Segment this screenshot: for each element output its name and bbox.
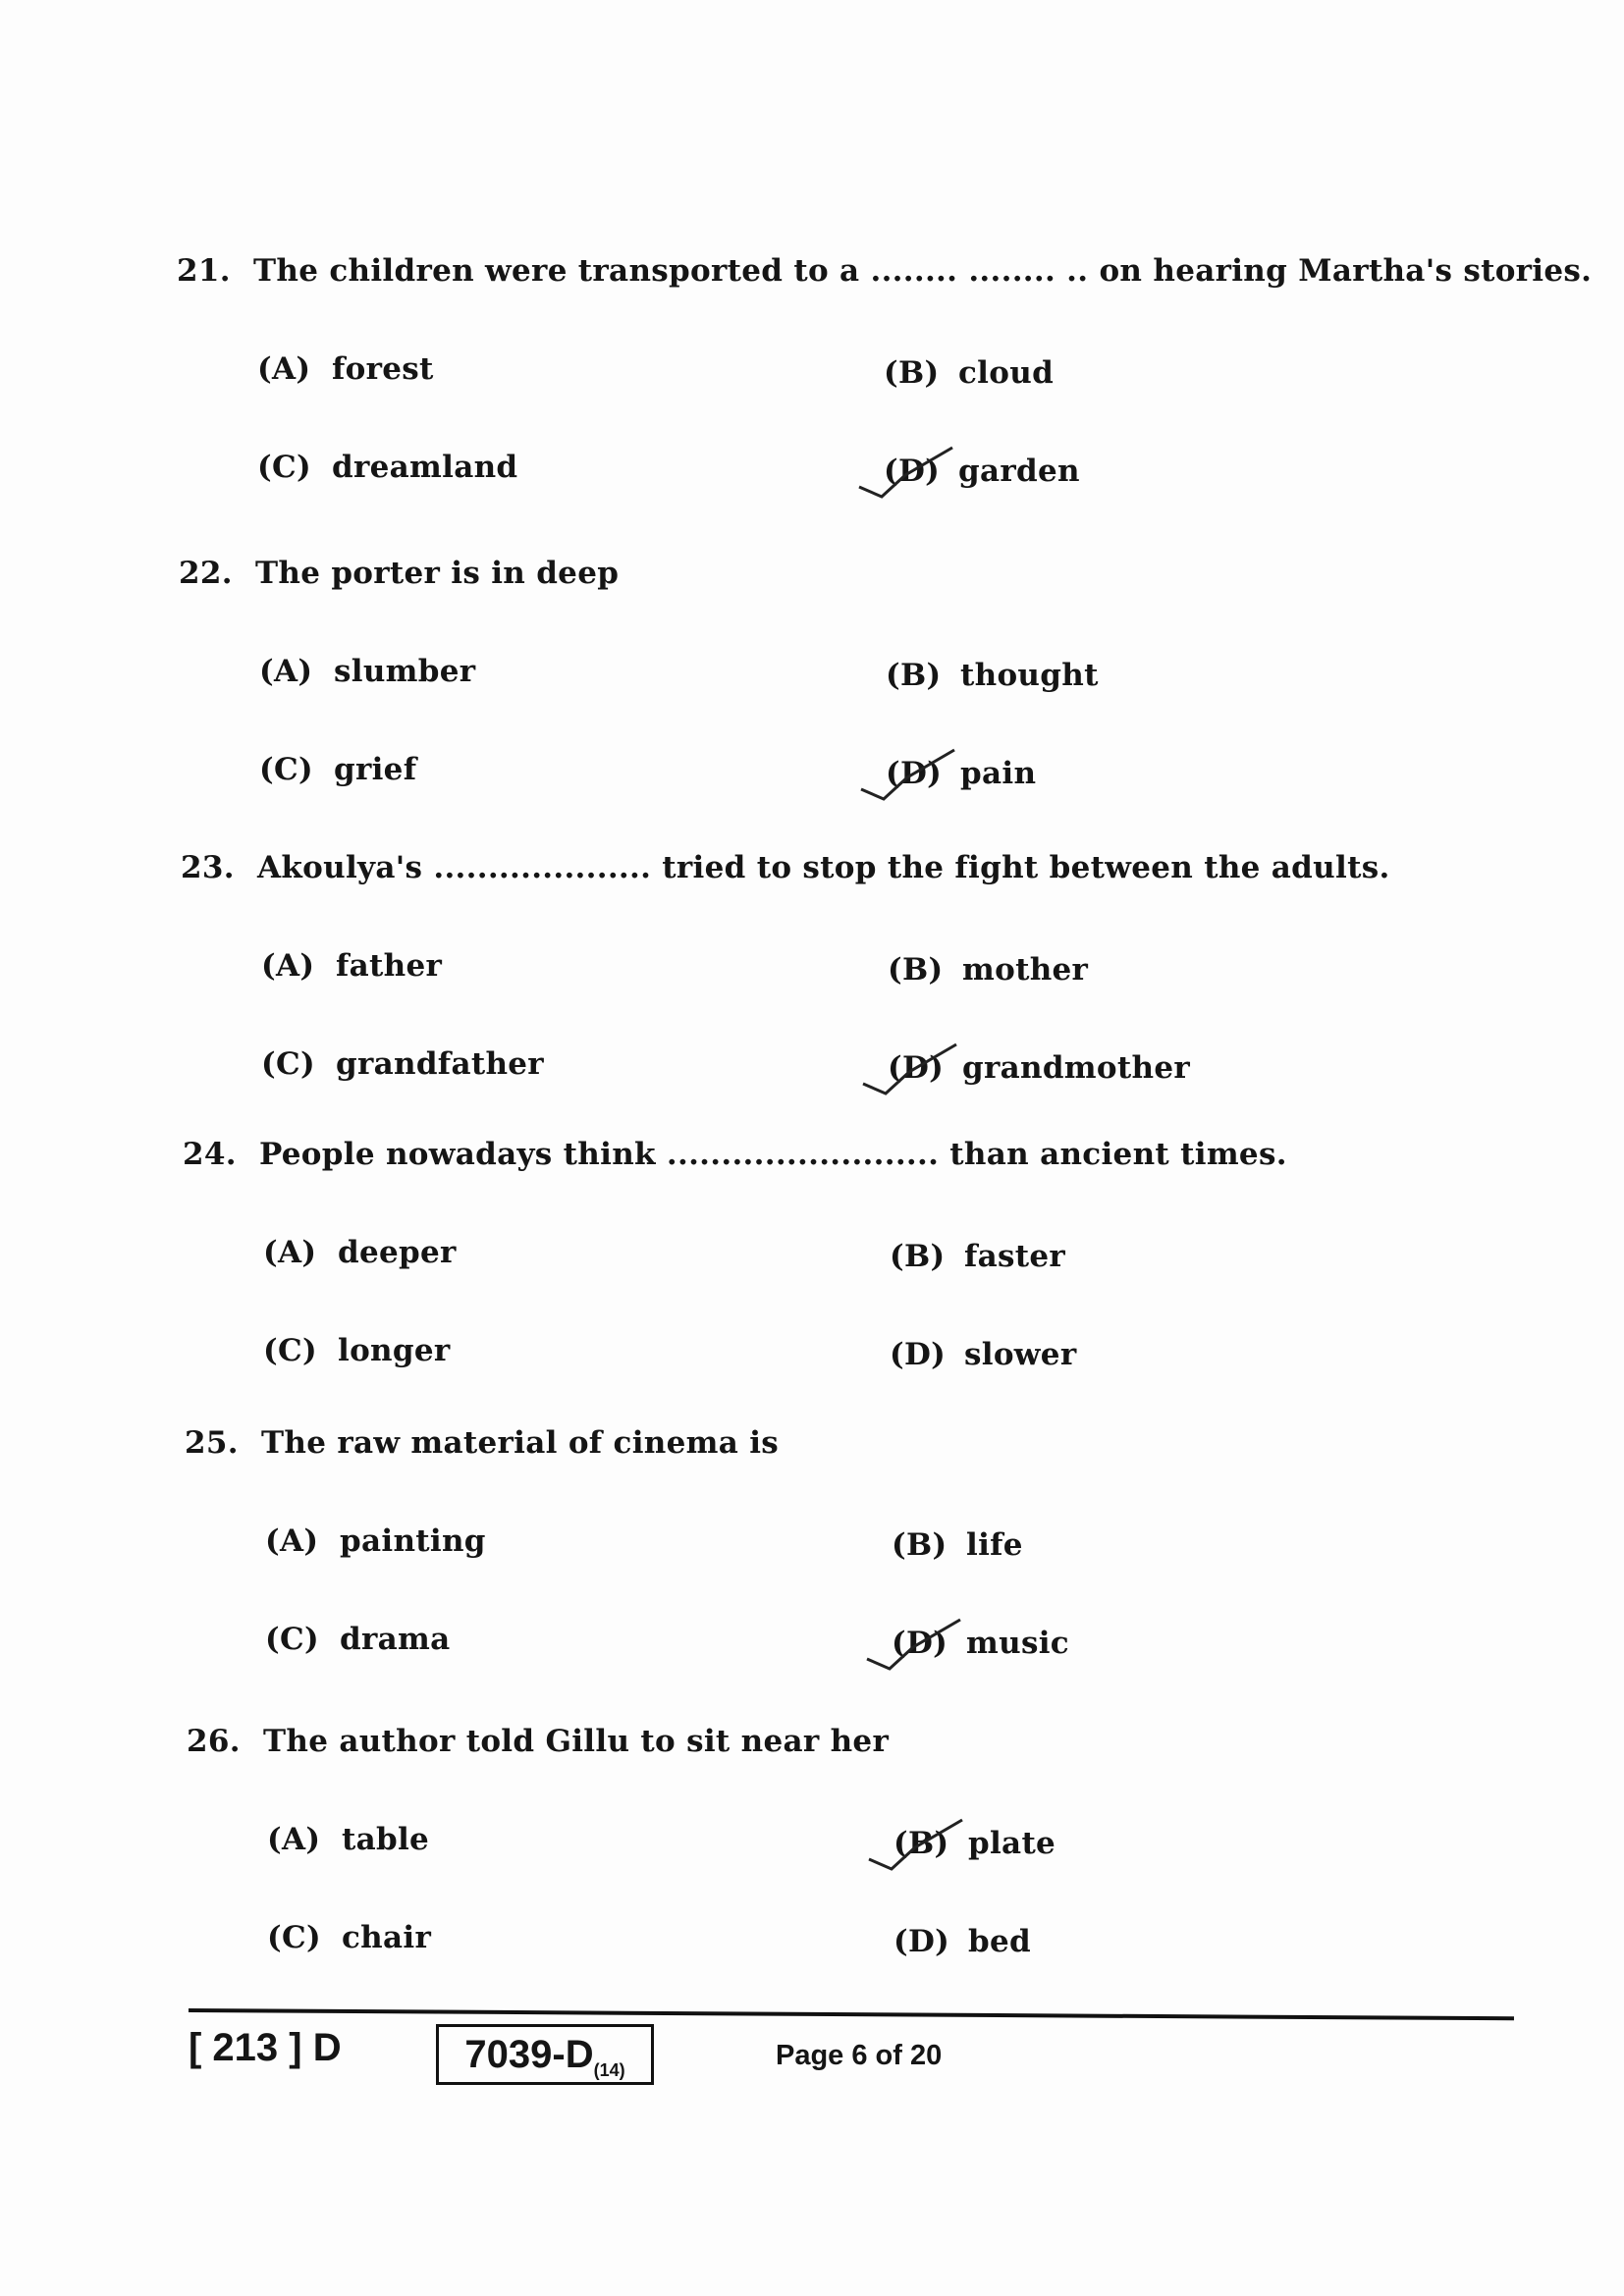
footer-rule bbox=[189, 2008, 1514, 2020]
check-mark-icon bbox=[856, 738, 1003, 807]
option-letter: (A) bbox=[261, 948, 315, 984]
question-number: 25. bbox=[185, 1425, 239, 1461]
option-letter: (A) bbox=[263, 1235, 317, 1270]
option-text: music bbox=[966, 1626, 1069, 1661]
question-text: The raw material of cinema is bbox=[261, 1425, 780, 1461]
page-number: Page 6 of 20 bbox=[776, 2040, 943, 2071]
option-letter: (A) bbox=[267, 1822, 321, 1857]
paper-code-sub: (14) bbox=[593, 2060, 625, 2080]
check-mark-icon bbox=[864, 1808, 1011, 1877]
option-letter: (B) bbox=[888, 952, 944, 988]
option-letter: (D) bbox=[892, 1626, 948, 1661]
paper-code: 7039-D bbox=[464, 2033, 594, 2076]
option-text: slumber bbox=[334, 654, 476, 689]
option-text: bed bbox=[968, 1924, 1031, 1959]
option-text: mother bbox=[962, 952, 1089, 988]
question-text: Akoulya's .................... tried to stop the fight between the adults. bbox=[257, 850, 1390, 885]
question-number: 24. bbox=[183, 1137, 237, 1172]
question-number: 23. bbox=[181, 850, 235, 885]
option-text: grandmother bbox=[962, 1050, 1191, 1086]
paper-id: [ 213 ] D bbox=[189, 2026, 342, 2069]
question-text: The children were transported to a ........ ........ .. on hearing Martha's stories. bbox=[253, 253, 1593, 289]
question-text: The porter is in deep bbox=[255, 556, 620, 591]
option-text: slower bbox=[964, 1337, 1077, 1372]
option-text: life bbox=[966, 1527, 1023, 1563]
option-letter: (B) bbox=[884, 355, 940, 391]
option-text: longer bbox=[338, 1333, 451, 1368]
option-letter: (D) bbox=[888, 1050, 945, 1086]
option-text: drama bbox=[340, 1622, 451, 1657]
option-letter: (B) bbox=[890, 1239, 946, 1274]
option-text: cloud bbox=[958, 355, 1055, 391]
check-mark-icon bbox=[862, 1608, 1009, 1677]
question-number: 21. bbox=[177, 253, 231, 289]
option-text: pain bbox=[960, 756, 1037, 791]
option-text: painting bbox=[340, 1523, 486, 1559]
check-mark-icon bbox=[858, 1033, 1005, 1101]
option-text: forest bbox=[332, 351, 434, 387]
option-letter: (C) bbox=[263, 1333, 317, 1368]
option-letter: (D) bbox=[886, 756, 943, 791]
option-letter: (C) bbox=[257, 450, 311, 485]
option-letter: (A) bbox=[265, 1523, 319, 1559]
option-text: deeper bbox=[338, 1235, 457, 1270]
option-text: plate bbox=[968, 1826, 1056, 1861]
check-mark-icon bbox=[854, 436, 1001, 505]
option-text: grief bbox=[334, 752, 417, 787]
option-letter: (C) bbox=[259, 752, 313, 787]
option-letter: (A) bbox=[259, 654, 313, 689]
option-letter: (D) bbox=[884, 454, 941, 489]
option-text: grandfather bbox=[336, 1046, 544, 1082]
option-letter: (D) bbox=[893, 1924, 950, 1959]
option-text: faster bbox=[964, 1239, 1066, 1274]
option-letter: (D) bbox=[890, 1337, 947, 1372]
question-number: 22. bbox=[179, 556, 233, 591]
option-text: thought bbox=[960, 658, 1099, 693]
option-letter: (A) bbox=[257, 351, 311, 387]
option-letter: (B) bbox=[893, 1826, 949, 1861]
question-text: People nowadays think ......................... than ancient times. bbox=[259, 1137, 1287, 1172]
option-letter: (C) bbox=[267, 1920, 321, 1955]
question-number: 26. bbox=[187, 1724, 241, 1759]
option-letter: (C) bbox=[265, 1622, 319, 1657]
option-letter: (B) bbox=[892, 1527, 947, 1563]
option-text: table bbox=[342, 1822, 430, 1857]
option-letter: (B) bbox=[886, 658, 942, 693]
question-text: The author told Gillu to sit near her bbox=[263, 1724, 890, 1759]
option-text: garden bbox=[958, 454, 1080, 489]
paper-code-box bbox=[436, 2024, 654, 2085]
option-text: chair bbox=[342, 1920, 432, 1955]
option-text: father bbox=[336, 948, 443, 984]
option-text: dreamland bbox=[332, 450, 518, 485]
option-letter: (C) bbox=[261, 1046, 315, 1082]
